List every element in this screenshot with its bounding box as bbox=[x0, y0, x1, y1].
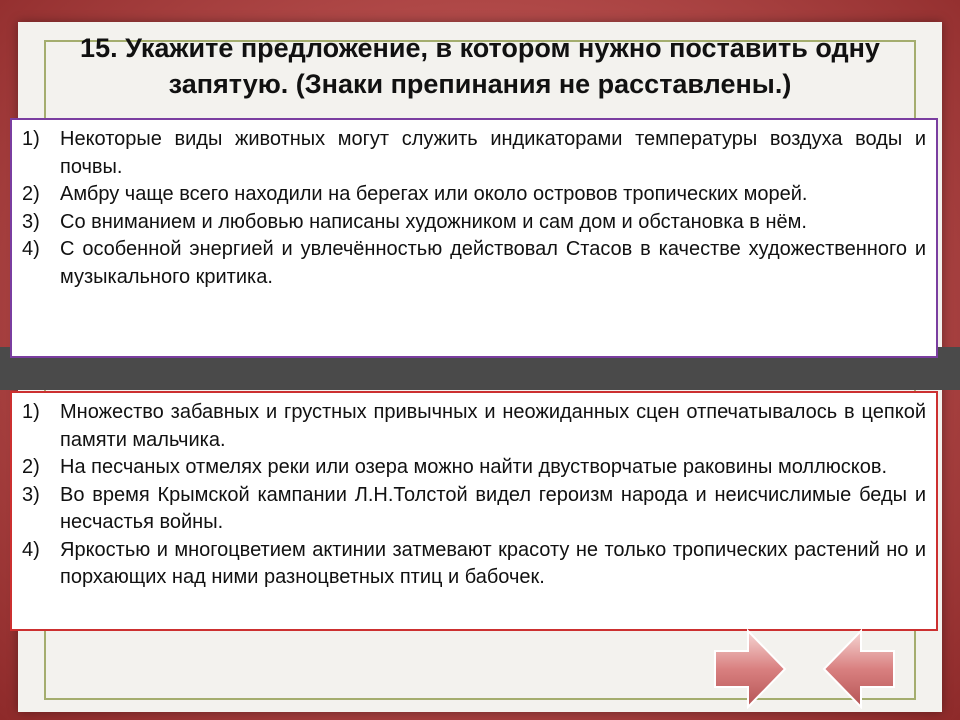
options-list-2 bbox=[22, 399, 926, 592]
option-text: Амбру чаще всего находили на берегах или около островов тропических морей. bbox=[60, 183, 808, 205]
back-button[interactable] bbox=[821, 629, 897, 709]
list-item[interactable] bbox=[22, 537, 926, 592]
option-text: Со вниманием и любовью написаны художником и сам дом и обстановка в нём. bbox=[60, 210, 807, 233]
list-item[interactable] bbox=[22, 126, 926, 181]
list-item[interactable] bbox=[22, 454, 926, 482]
list-item[interactable] bbox=[22, 181, 926, 209]
option-number: 3) bbox=[22, 483, 40, 506]
option-text: Во время Крымской кампании Л.Н.Толстой видел героизм народа и неисчислимые беды и несчастья войны. bbox=[60, 483, 926, 533]
option-text: Некоторые виды животных могут служить индикаторами температуры воздуха воды и почвы. bbox=[60, 128, 926, 178]
question-title: 15. Укажите предложение, в котором нужно поставить одну запятую. (Знаки препинания не расставлены.) bbox=[80, 33, 880, 99]
options-box-1 bbox=[10, 118, 938, 358]
option-number: 1) bbox=[22, 128, 40, 150]
option-text: На песчаных отмелях реки или озера можно найти двустворчатые раковины моллюсков. bbox=[60, 456, 888, 478]
option-number: 2) bbox=[22, 456, 40, 478]
option-number: 4) bbox=[22, 238, 40, 260]
list-item[interactable] bbox=[22, 209, 926, 237]
options-box-2 bbox=[10, 391, 938, 631]
arrow-right-icon bbox=[712, 629, 788, 709]
option-number: 3) bbox=[22, 210, 40, 233]
list-item[interactable] bbox=[22, 236, 926, 291]
list-item[interactable] bbox=[22, 482, 926, 537]
option-number: 4) bbox=[22, 538, 40, 561]
option-number: 1) bbox=[22, 401, 40, 423]
option-text: Яркостью и многоцветием актинии затмевают красоту не только тропических растений но и порхающих над ними разноцветных птиц и бабочек. bbox=[60, 538, 926, 588]
list-item[interactable] bbox=[22, 399, 926, 454]
options-list-1 bbox=[22, 126, 926, 291]
option-text: С особенной энергией и увлечённостью действовал Стасов в качестве художественного и музыкального критика. bbox=[60, 238, 926, 288]
arrow-left-icon bbox=[821, 629, 897, 709]
option-text: Множество забавных и грустных привычных и неожиданных сцен отпечатывалось в цепкой памяти мальчика. bbox=[60, 401, 926, 451]
next-button[interactable] bbox=[712, 629, 788, 709]
option-number: 2) bbox=[22, 183, 40, 205]
